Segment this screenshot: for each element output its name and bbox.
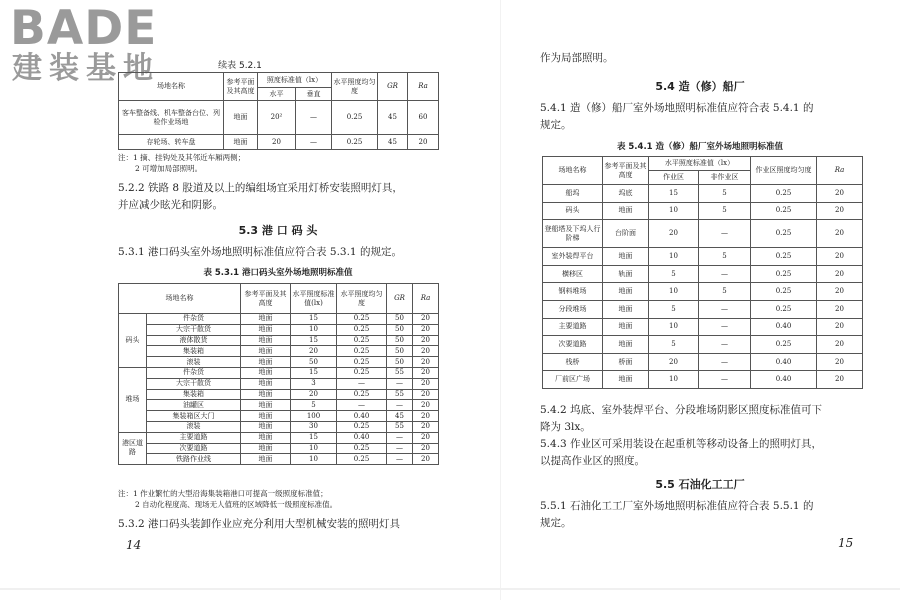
table-cell: 码头	[543, 202, 603, 220]
table-cell: 45	[378, 101, 408, 135]
table-caption-continued: 续表 5.2.1	[218, 61, 262, 71]
table-cell: 55	[387, 389, 413, 400]
table-cell: 20	[413, 432, 439, 443]
table-cell: 登船塔及下坞人行阶梯	[543, 220, 603, 248]
page-number-right: 15	[838, 536, 854, 550]
table-cell: 50	[387, 346, 413, 357]
table-cell: 地面	[241, 367, 291, 378]
col-header-gr: GR	[378, 73, 408, 101]
table-cell: 20	[817, 220, 863, 248]
table-row	[119, 432, 439, 443]
col-header-uniformity: 水平照度均匀度	[337, 284, 387, 314]
table-cell: —	[296, 101, 332, 135]
table-cell: —	[699, 336, 751, 354]
table-cell: 20	[413, 411, 439, 422]
table-5-3-1	[118, 283, 439, 465]
table-cell: 地面	[241, 421, 291, 432]
table-cell: 地面	[603, 202, 649, 220]
table-cell: 55	[387, 421, 413, 432]
table-cell: 10	[649, 283, 699, 301]
table-cell: 液体散货	[147, 335, 241, 346]
table-cell: 桥面	[603, 353, 649, 371]
table-row	[119, 314, 439, 325]
table-cell: 20	[413, 400, 439, 411]
col-header-gr: GR	[387, 284, 413, 314]
table-row	[543, 265, 863, 283]
table-cell: —	[699, 371, 751, 389]
table-cell: 地面	[241, 411, 291, 422]
table-cell: 50	[291, 357, 337, 368]
table-cell: 0.25	[751, 283, 817, 301]
table-cell: 滚装	[147, 421, 241, 432]
table-cell: —	[387, 454, 413, 465]
table-row	[119, 324, 439, 335]
table-cell: 20	[413, 389, 439, 400]
paragraph-5-3-1: 5.3.1 港口码头室外场地照明标准值应符合表 5.3.1 的规定。	[118, 246, 402, 258]
text-line: 5.4.2 坞底、室外装焊平台、分段堆场阴影区照度标准值可下	[540, 404, 823, 416]
table-cell: —	[337, 378, 387, 389]
table-cell: 20	[817, 185, 863, 203]
text-line: 规定。	[540, 517, 572, 529]
table-cell: 20	[413, 443, 439, 454]
table-cell: 20	[291, 346, 337, 357]
table-cell: 0.25	[332, 135, 378, 150]
table-cell: 存轮场、转车盘	[119, 135, 224, 150]
table-cell: 地面	[241, 389, 291, 400]
table-cell: —	[699, 265, 751, 283]
table-cell: 100	[291, 411, 337, 422]
table-cell: 20	[817, 353, 863, 371]
table-cell: —	[387, 378, 413, 389]
table-cell: 15	[291, 314, 337, 325]
table-cell: 50	[387, 324, 413, 335]
table-cell: 0.25	[332, 101, 378, 135]
table-row	[543, 318, 863, 336]
table-cell: 0.40	[337, 432, 387, 443]
table-cell: 20	[413, 454, 439, 465]
table-cell: 0.25	[337, 314, 387, 325]
col-header-work-area: 作业区	[649, 171, 699, 185]
logo-subtitle: 建装基地	[12, 51, 160, 86]
table-cell: 20	[408, 135, 439, 150]
table-cell: 20	[817, 265, 863, 283]
table-cell: 60	[408, 101, 439, 135]
table-cell: —	[387, 432, 413, 443]
table-cell: 5	[291, 400, 337, 411]
col-header-ref-plane: 参考平面及其高度	[603, 157, 649, 185]
table-cell: 铁路作业线	[147, 454, 241, 465]
table-cell: 地面	[224, 101, 258, 135]
table-notes	[118, 152, 438, 174]
table-cell: 15	[291, 432, 337, 443]
table-cell: 20	[817, 318, 863, 336]
table-cell: 地面	[603, 371, 649, 389]
table-cell: 船坞	[543, 185, 603, 203]
table-cell: 45	[378, 135, 408, 150]
section-heading-5-5: 5.5 石油化工工厂	[655, 478, 745, 491]
table-row	[543, 336, 863, 354]
row-group-label: 港区道路	[119, 432, 147, 464]
table-cell: 台阶面	[603, 220, 649, 248]
table-cell: 油罐区	[147, 400, 241, 411]
table-cell: —	[699, 220, 751, 248]
table-cell: 5	[699, 185, 751, 203]
table-cell: 20	[817, 300, 863, 318]
table-cell: 0.25	[337, 389, 387, 400]
table-cell: 大宗干散货	[147, 378, 241, 389]
table-cell: 钢料堆场	[543, 283, 603, 301]
table-cell: 50	[387, 314, 413, 325]
paragraph-5-4-3	[540, 436, 870, 470]
table-cell: 20	[258, 135, 296, 150]
table-cell: 地面	[241, 432, 291, 443]
col-header-ref-plane: 参考平面及其高度	[241, 284, 291, 314]
table-cell: 0.25	[751, 220, 817, 248]
table-cell: 5	[649, 336, 699, 354]
table-cell: 0.25	[337, 324, 387, 335]
table-cell: 客车整备线、机车整备台位、列检作业场地	[119, 101, 224, 135]
table-notes	[118, 488, 448, 510]
table-cell: 厂前区广场	[543, 371, 603, 389]
table-cell: 20	[817, 371, 863, 389]
table-row	[119, 400, 439, 411]
text-line: 以提高作业区的照度。	[540, 455, 645, 467]
table-cell: 地面	[241, 443, 291, 454]
text-line: 5.2.2 铁路 8 股道及以上的编组场宜采用灯桥安装照明灯具，	[118, 182, 403, 194]
col-header-place: 场地名称	[119, 284, 241, 314]
table-cell: 件杂货	[147, 367, 241, 378]
table-cell: 20	[413, 314, 439, 325]
col-header-illuminance: 照度标准值（lx）	[258, 73, 332, 88]
logo-wordmark: BADE	[10, 1, 158, 56]
col-header-place: 场地名称	[543, 157, 603, 185]
table-row	[119, 378, 439, 389]
table-cell: 地面	[241, 335, 291, 346]
text-line: 5.4.3 作业区可采用装设在起重机等移动设备上的照明灯具，	[540, 438, 823, 450]
page-number-left: 14	[126, 538, 142, 552]
table-cell: 地面	[603, 336, 649, 354]
table-cell: 0.40	[751, 353, 817, 371]
table-cell: 10	[291, 454, 337, 465]
table-cell: 20	[413, 378, 439, 389]
table-row	[119, 135, 439, 150]
text-line: 5.4.1 造（修）船厂室外场地照明标准值应符合表 5.4.1 的	[540, 102, 814, 114]
text-line: 降为 3lx。	[540, 421, 591, 433]
table-cell: 地面	[241, 324, 291, 335]
table-cell: 20	[817, 248, 863, 266]
table-cell: —	[296, 135, 332, 150]
table-cell: 0.25	[751, 336, 817, 354]
paragraph-5-3-2: 5.3.2 港口码头装卸作业应充分利用大型机械安装的照明灯具	[118, 518, 401, 530]
note-line: 注：1 作业繁忙的大型沿海集装箱港口可提高一级照度标准值；	[118, 489, 328, 498]
table-cell: 20	[413, 324, 439, 335]
table-cell: 地面	[224, 135, 258, 150]
text-line: 规定。	[540, 119, 572, 131]
table-cell: 5	[699, 248, 751, 266]
table-cell: —	[387, 443, 413, 454]
page-bottom-edge	[0, 588, 900, 590]
section-heading-5-3: 5.3 港 口 码 头	[238, 224, 318, 237]
table-cell: 45	[387, 411, 413, 422]
note-line: 2 自动化程度高、现场无人值班的区域降低一级照度标准值。	[135, 500, 338, 509]
table-cell: 地面	[241, 346, 291, 357]
table-row	[119, 101, 439, 135]
table-cell: 栈桥	[543, 353, 603, 371]
table-row	[543, 300, 863, 318]
text-line: 5.5.1 石油化工工厂室外场地照明标准值应符合表 5.5.1 的	[540, 500, 814, 512]
table-cell: 0.25	[337, 443, 387, 454]
table-row	[119, 411, 439, 422]
row-group-label: 堆场	[119, 367, 147, 432]
table-row	[119, 357, 439, 368]
table-cell: 15	[649, 185, 699, 203]
table-cell: 0.25	[337, 454, 387, 465]
table-caption: 表 5.4.1 造（修）船厂室外场地照明标准值	[616, 142, 784, 152]
paragraph-5-5-1	[540, 498, 870, 532]
table-cell: 10	[649, 202, 699, 220]
table-cell: 3	[291, 378, 337, 389]
table-cell: 5	[649, 300, 699, 318]
table-cell: 0.25	[337, 357, 387, 368]
col-header-ra: Ra	[408, 73, 439, 101]
table-cell: 20	[413, 367, 439, 378]
table-cell: —	[699, 318, 751, 336]
row-group-label: 码头	[119, 314, 147, 368]
col-header-uniformity: 作业区照度均匀度	[751, 157, 817, 185]
table-cell: 次要道路	[147, 443, 241, 454]
table-cell: 0.25	[751, 185, 817, 203]
table-5-4-1	[542, 156, 863, 389]
note-line: 注：1 摘、挂钩处及其邻近车厢两侧；	[118, 153, 246, 162]
paragraph-5-4-1	[540, 100, 870, 134]
table-cell: 主要道路	[147, 432, 241, 443]
table-cell: 10	[649, 371, 699, 389]
col-header-uniformity: 水平照度均匀度	[332, 73, 378, 101]
table-cell: 地面	[241, 378, 291, 389]
table-cell: 0.40	[751, 318, 817, 336]
table-cell: 地面	[603, 300, 649, 318]
col-header-ref-plane: 参考平面及其高度	[224, 73, 258, 101]
table-row	[119, 389, 439, 400]
table-cell: 20	[817, 202, 863, 220]
page-fold	[500, 0, 501, 600]
table-row	[543, 220, 863, 248]
table-cell: —	[387, 400, 413, 411]
table-cell: 15	[291, 335, 337, 346]
table-caption: 表 5.3.1 港口码头室外场地照明标准值	[203, 268, 353, 278]
table-5-2-1-continued	[118, 72, 439, 150]
table-cell: 20	[413, 421, 439, 432]
table-cell: 20	[291, 389, 337, 400]
table-cell: 20	[413, 346, 439, 357]
table-cell: 20	[817, 283, 863, 301]
table-cell: 室外装焊平台	[543, 248, 603, 266]
table-row	[119, 367, 439, 378]
table-cell: 分段堆场	[543, 300, 603, 318]
table-cell: 滚装	[147, 357, 241, 368]
col-header-illuminance: 水平照度标准值（lx）	[649, 157, 751, 171]
table-cell: 集装箱	[147, 389, 241, 400]
table-cell: 5	[649, 265, 699, 283]
col-header-place: 场地名称	[119, 73, 224, 101]
table-row	[543, 248, 863, 266]
table-cell: 15	[291, 367, 337, 378]
text-line: 并应减少眩光和阴影。	[118, 199, 223, 211]
table-cell: 20	[649, 220, 699, 248]
table-cell: —	[337, 400, 387, 411]
table-cell: 20	[413, 357, 439, 368]
col-header-illuminance: 水平照度标准值(lx)	[291, 284, 337, 314]
table-row	[119, 454, 439, 465]
section-heading-5-4: 5.4 造（修）船厂	[655, 80, 745, 93]
note-line: 2 可增加局部照明。	[135, 164, 203, 173]
table-cell: 地面	[603, 318, 649, 336]
table-cell: 0.25	[337, 421, 387, 432]
table-cell: 0.25	[337, 346, 387, 357]
table-cell: 坞底	[603, 185, 649, 203]
table-cell: 0.40	[751, 371, 817, 389]
table-cell: 0.25	[751, 202, 817, 220]
col-header-ra: Ra	[817, 157, 863, 185]
table-row	[119, 421, 439, 432]
table-cell: 次要道路	[543, 336, 603, 354]
table-cell: 0.25	[751, 248, 817, 266]
col-header-vertical: 垂直	[296, 88, 332, 101]
col-header-ra: Ra	[413, 284, 439, 314]
col-header-horizontal: 水平	[258, 88, 296, 101]
table-cell: 横移区	[543, 265, 603, 283]
table-cell: 50	[387, 357, 413, 368]
table-cell: 20	[817, 336, 863, 354]
table-cell: 20²	[258, 101, 296, 135]
table-cell: 10	[649, 248, 699, 266]
table-cell: 20	[413, 335, 439, 346]
table-row	[543, 185, 863, 203]
paragraph-5-4-2	[540, 402, 870, 436]
table-cell: 地面	[603, 283, 649, 301]
table-cell: —	[699, 300, 751, 318]
table-cell: 5	[699, 202, 751, 220]
table-cell: 10	[649, 318, 699, 336]
table-cell: 10	[291, 443, 337, 454]
table-cell: 50	[387, 335, 413, 346]
table-cell: 55	[387, 367, 413, 378]
table-cell: 地面	[241, 314, 291, 325]
table-row	[119, 443, 439, 454]
table-cell: 20	[649, 353, 699, 371]
table-cell: 0.25	[751, 265, 817, 283]
table-row	[543, 371, 863, 389]
table-row	[543, 353, 863, 371]
table-cell: 30	[291, 421, 337, 432]
table-cell: —	[699, 353, 751, 371]
table-cell: 0.40	[337, 411, 387, 422]
paragraph-continued: 作为局部照明。	[540, 52, 614, 64]
table-row	[543, 283, 863, 301]
table-cell: 地面	[603, 248, 649, 266]
table-row	[119, 335, 439, 346]
table-cell: 地面	[241, 400, 291, 411]
table-row	[119, 346, 439, 357]
table-row	[543, 202, 863, 220]
table-cell: 地面	[241, 454, 291, 465]
table-cell: 集装箱	[147, 346, 241, 357]
table-cell: 10	[291, 324, 337, 335]
paragraph-5-2-2	[118, 180, 448, 214]
col-header-nonwork-area: 非作业区	[699, 171, 751, 185]
table-cell: 大宗干散货	[147, 324, 241, 335]
table-cell: 地面	[241, 357, 291, 368]
table-cell: 轨面	[603, 265, 649, 283]
table-cell: 主要道路	[543, 318, 603, 336]
table-cell: 0.25	[751, 300, 817, 318]
table-cell: 件杂货	[147, 314, 241, 325]
table-cell: 集装箱区大门	[147, 411, 241, 422]
table-cell: 5	[699, 283, 751, 301]
table-cell: 0.25	[337, 367, 387, 378]
table-cell: 0.25	[337, 335, 387, 346]
